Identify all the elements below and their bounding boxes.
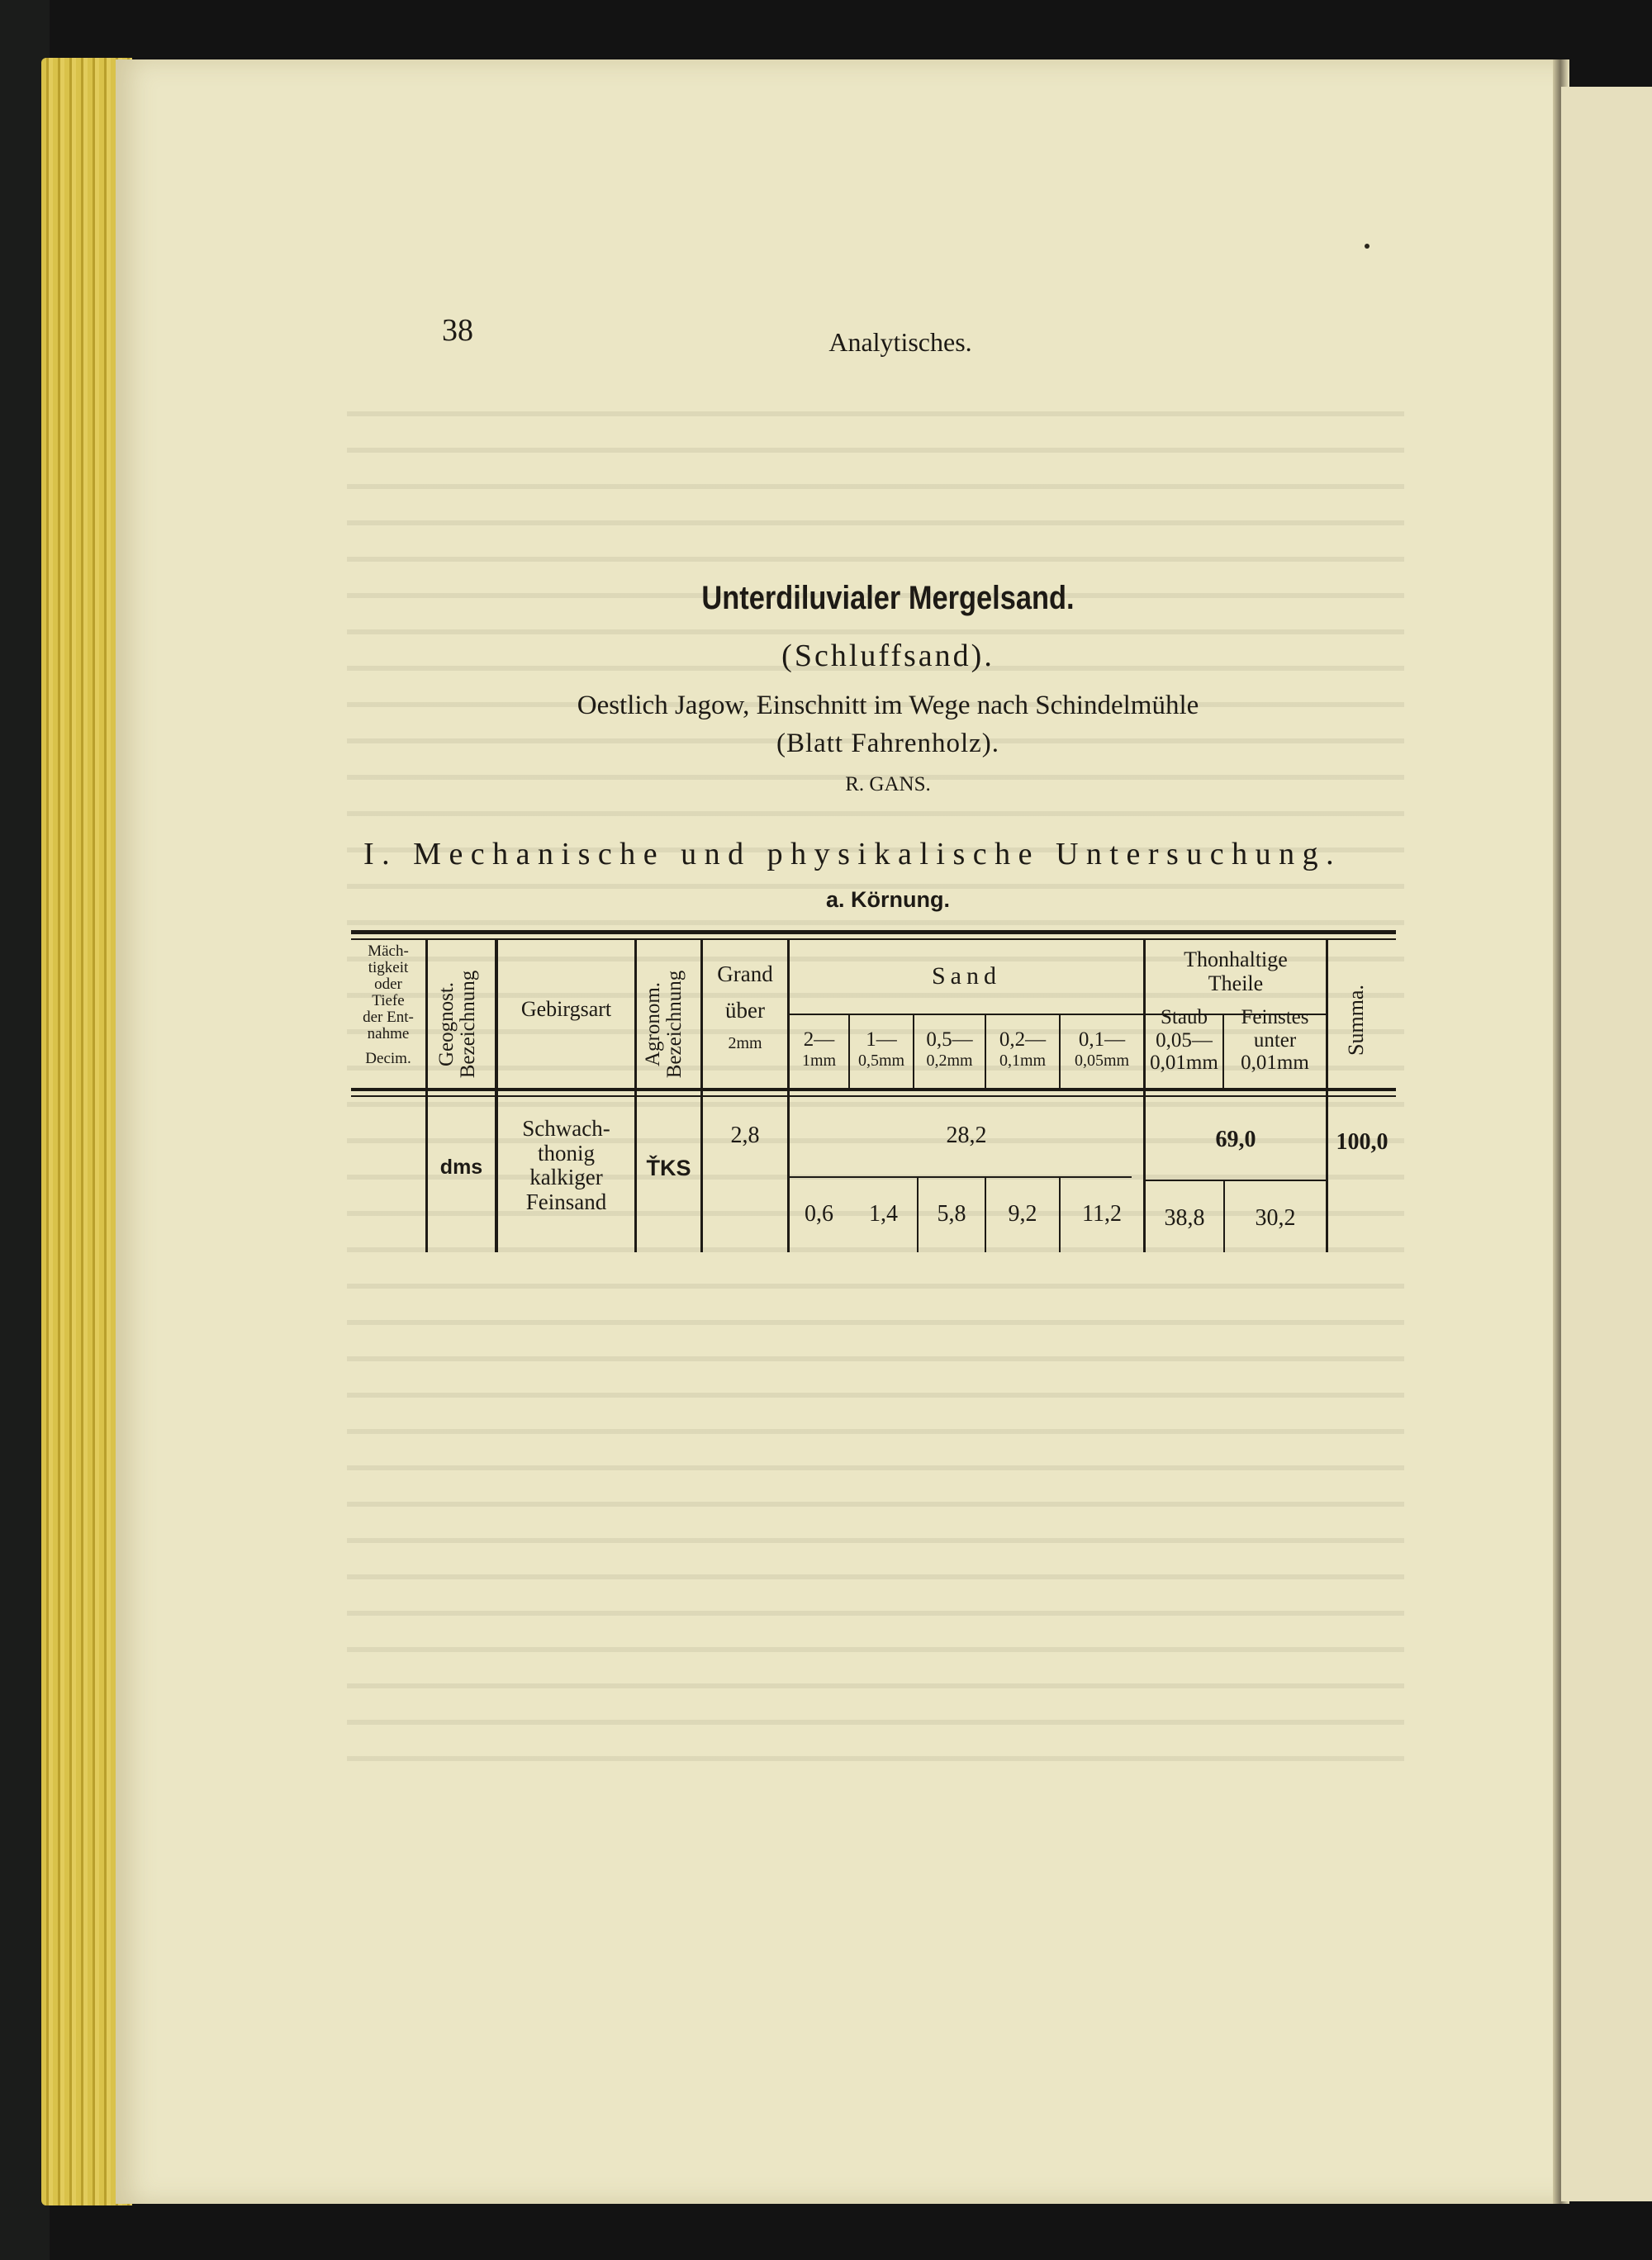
header-grand — [703, 962, 787, 1052]
document-title: Unterdiluvialer Mergelsand. — [701, 580, 1075, 616]
fraction-unit: 0,2mm — [926, 1051, 973, 1070]
fraction-range: unter — [1253, 1028, 1297, 1052]
section-heading: I. Mechanische und physikalische Untersuchung. — [363, 837, 1342, 871]
fraction-range: 0,2— — [999, 1028, 1047, 1051]
gebirgsart-line: Schwach- — [522, 1116, 610, 1141]
map-sheet: (Blatt Fahrenholz). — [776, 729, 1000, 758]
table-top-rule-thin — [351, 938, 1396, 940]
header-sand-fraction — [1061, 1028, 1143, 1070]
row-grand: 2,8 — [730, 1123, 760, 1148]
header-agronom — [643, 950, 692, 1099]
row-sand-total: 28,2 — [946, 1123, 987, 1148]
gebirgsart-line: Feinsand — [525, 1189, 607, 1215]
fraction-range: 1— — [866, 1028, 897, 1051]
fraction-label: Feinstes — [1241, 1006, 1309, 1028]
header-grand-line: über — [725, 997, 765, 1023]
row-thon-total: 69,0 — [1215, 1127, 1256, 1152]
header-depth-line: oder — [374, 975, 402, 993]
row-sand-value: 0,6 — [805, 1201, 833, 1227]
fraction-range: 0,5— — [926, 1028, 973, 1051]
header-geognost-line: Bezeichnung — [457, 970, 480, 1079]
sand-subheader-rule — [789, 1014, 1144, 1015]
header-depth-line: nahme — [367, 1024, 410, 1042]
gebirgsart-line: thonig — [537, 1140, 595, 1166]
thon-values-rule — [1144, 1180, 1326, 1181]
row-sand-value: 9,2 — [1008, 1201, 1037, 1227]
header-sand: Sand — [932, 962, 1001, 990]
sand-values-rule — [789, 1176, 1132, 1178]
row-sand-value: 5,8 — [937, 1201, 966, 1227]
sub-heading: a. Körnung. — [826, 887, 950, 912]
header-geognost — [436, 950, 486, 1099]
row-agronom: ŤKS — [646, 1156, 691, 1180]
header-depth-line: tigkeit — [368, 958, 409, 976]
col-rule — [1326, 938, 1328, 1252]
header-grand-unit: 2mm — [728, 1034, 762, 1053]
header-thon-fraction — [1224, 1006, 1326, 1075]
page-number: 38 — [442, 313, 473, 348]
header-agronom-line: Bezeichnung — [663, 970, 686, 1079]
header-bottom-rule — [351, 1088, 1396, 1091]
author: R. GANS. — [845, 773, 931, 795]
header-depth-line: Tiefe — [372, 991, 405, 1009]
header-thon — [1146, 948, 1326, 995]
fraction-range: 2— — [803, 1028, 835, 1051]
fraction-label: Staub — [1161, 1006, 1208, 1028]
header-thon-fraction — [1146, 1006, 1222, 1075]
header-agronom-line: Agronom. — [642, 981, 664, 1067]
running-head: Analytisches. — [828, 327, 972, 357]
row-sand-value: 11,2 — [1082, 1201, 1122, 1227]
col-rule — [634, 938, 637, 1252]
gebirgsart-line: kalkiger — [529, 1165, 603, 1190]
fraction-unit: 0,5mm — [857, 1051, 905, 1070]
header-summa: Summa. — [1344, 985, 1368, 1056]
header-depth-line: Mäch- — [368, 942, 409, 960]
fraction-unit: 0,01mm — [1150, 1052, 1218, 1074]
header-sand-fraction — [850, 1028, 913, 1070]
fraction-unit: 0,05mm — [1074, 1051, 1130, 1070]
header-depth-line: Decim. — [365, 1049, 411, 1067]
fraction-unit: 0,01mm — [1241, 1052, 1309, 1074]
row-gebirgsart — [498, 1117, 634, 1215]
row-summa: 100,0 — [1336, 1129, 1389, 1155]
header-grand-line: Grand — [717, 961, 773, 986]
facing-page-edge — [1561, 87, 1652, 2201]
row-sand-value: 1,4 — [869, 1201, 898, 1227]
fraction-unit: 0,1mm — [999, 1051, 1047, 1070]
fraction-range: 0,1— — [1078, 1028, 1126, 1051]
row-thon-value: 38,8 — [1164, 1205, 1205, 1231]
header-geognost-line: Geognost. — [435, 981, 458, 1067]
document-subtitle: (Schluffsand). — [781, 639, 995, 673]
header-sand-fraction — [914, 1028, 985, 1070]
fraction-unit: 1mm — [801, 1051, 837, 1070]
header-thon-line: Theile — [1208, 971, 1264, 995]
header-sand-fraction — [986, 1028, 1059, 1070]
header-depth — [351, 943, 425, 1067]
header-thon-line: Thonhaltige — [1184, 947, 1288, 971]
row-thon-value: 30,2 — [1255, 1205, 1296, 1231]
header-depth-line: der Ent- — [363, 1008, 414, 1026]
fraction-range: 0,05— — [1156, 1028, 1213, 1052]
header-bottom-rule-thin — [351, 1095, 1396, 1097]
header-sand-fraction — [790, 1028, 848, 1070]
col-rule — [425, 938, 428, 1252]
paper-speck — [1365, 244, 1370, 249]
table-top-rule — [351, 930, 1396, 934]
row-geognost: dms — [439, 1156, 483, 1179]
header-gebirgsart: Gebirgsart — [520, 997, 612, 1021]
sample-location: Oestlich Jagow, Einschnitt im Wege nach Schindelmühle — [577, 691, 1199, 720]
